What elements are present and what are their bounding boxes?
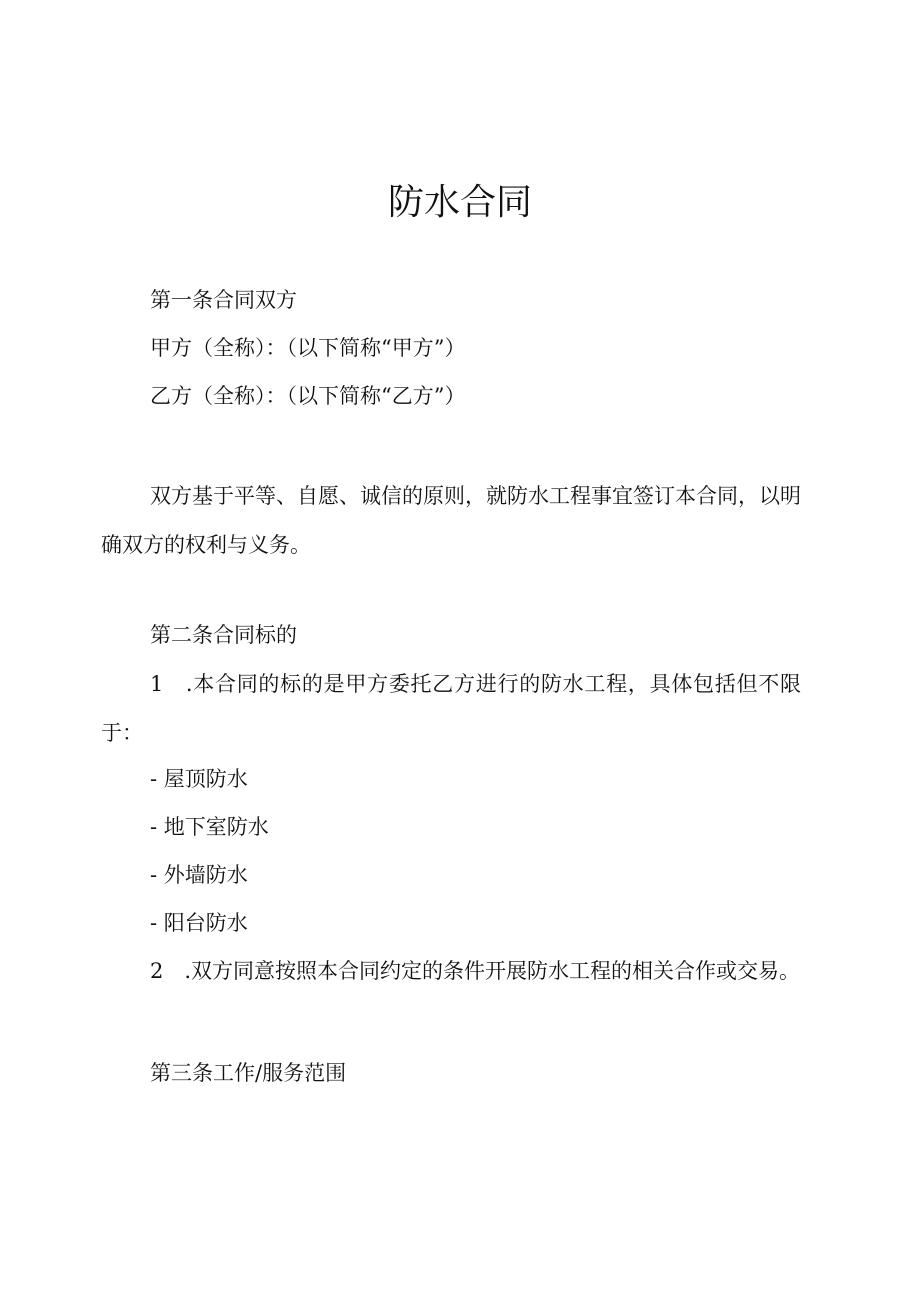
clause-1-paragraph: 1 .本合同的标的是甲方委托乙方进行的防水工程，具体包括但不限于： [101,672,801,745]
list-item: - 阳台防水 [150,911,248,935]
article3-heading: 第三条工作/服务范围 [150,1061,347,1085]
preamble-paragraph: 双方基于平等、自愿、诚信的原则，就防水工程事宜签订本合同，以明确双方的权利与义务。 [101,484,801,557]
party-a-line: 甲方（全称）：（以下简称“甲方”） [150,336,466,360]
clause-2-paragraph: 2 .双方同意按照本合同约定的条件开展防水工程的相关合作或交易。 [150,959,801,983]
document-title: 防水合同 [387,182,532,223]
list-item: - 地下室防水 [150,815,269,839]
article1-heading: 第一条合同双方 [150,288,297,312]
party-b-line: 乙方（全称）：（以下简称“乙方”） [150,384,466,408]
list-item: - 屋顶防水 [150,767,248,791]
list-item: - 外墙防水 [150,863,248,887]
article2-heading: 第二条合同标的 [150,623,297,647]
